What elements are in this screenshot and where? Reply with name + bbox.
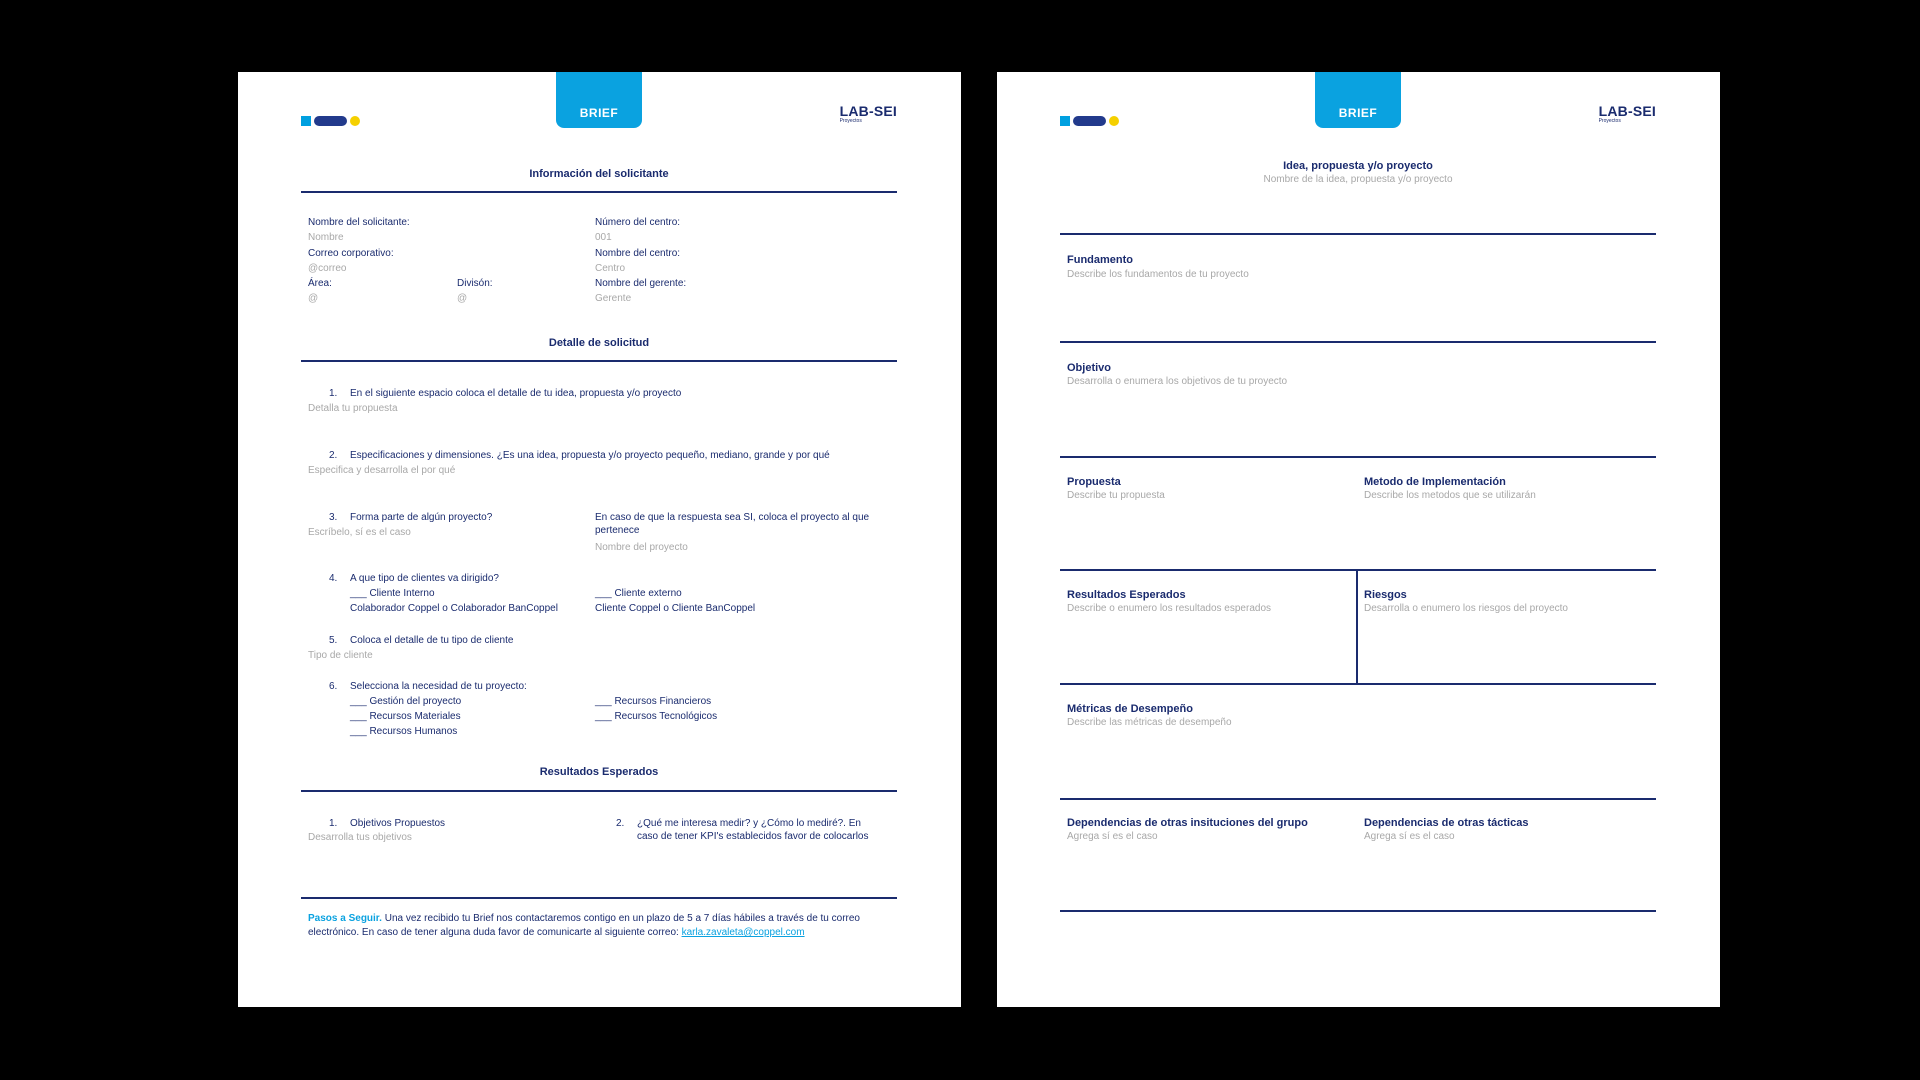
coppel-logo bbox=[1060, 116, 1120, 126]
center-name-field[interactable]: Centro bbox=[595, 263, 626, 274]
section-rule bbox=[1060, 456, 1656, 458]
resultados-field[interactable]: Describe o enumero los resultados esperados bbox=[1067, 603, 1271, 614]
brief-page-1 bbox=[238, 72, 961, 1007]
project-title-field[interactable]: Nombre de la idea, propuesta y/o proyecto bbox=[1263, 174, 1453, 185]
riesgos-heading: Riesgos bbox=[1364, 589, 1407, 601]
applicant-division-field[interactable]: @ bbox=[457, 293, 468, 304]
applicant-area-field[interactable]: @ bbox=[308, 293, 319, 304]
manager-name-label: Nombre del gerente: bbox=[595, 278, 687, 289]
resultados-heading: Resultados Esperados bbox=[1067, 589, 1186, 601]
q4-option-external[interactable]: ___ Cliente externo bbox=[595, 588, 682, 599]
manager-name-field[interactable]: Gerente bbox=[595, 293, 632, 304]
applicant-area-label: Área: bbox=[308, 278, 332, 289]
riesgos-field[interactable]: Desarrolla o enumero los riesgos del proyecto bbox=[1364, 603, 1568, 614]
section-rule bbox=[1060, 233, 1656, 235]
fundamento-field[interactable]: Describe los fundamentos de tu proyecto bbox=[1067, 269, 1249, 280]
q1-answer-field[interactable]: Detalla tu propuesta bbox=[308, 403, 398, 414]
brand-sub: Proyectos bbox=[1598, 118, 1621, 124]
dependencias-tacticas-heading: Dependencias de otras tácticas bbox=[1364, 817, 1529, 829]
q6-option-humanos[interactable]: ___ Recursos Humanos bbox=[350, 726, 458, 737]
q4-text: A que tipo de clientes va dirigido? bbox=[350, 573, 499, 584]
logo-square-icon bbox=[301, 116, 311, 126]
q6-text: Selecciona la necesidad de tu proyecto: bbox=[350, 681, 527, 692]
section-title-detail: Detalle de solicitud bbox=[548, 337, 650, 349]
dependencias-instituciones-heading: Dependencias de otras insituciones del grupo bbox=[1067, 817, 1308, 829]
center-number-field[interactable]: 001 bbox=[595, 232, 612, 243]
applicant-email-label: Correo corporativo: bbox=[308, 248, 394, 259]
q4-option-external-desc: Cliente Coppel o Cliente BanCoppel bbox=[595, 603, 756, 614]
section-rule bbox=[1060, 569, 1656, 571]
footer-lead: Pasos a Seguir. bbox=[308, 913, 382, 924]
metricas-field[interactable]: Describe las métricas de desempeño bbox=[1067, 717, 1232, 728]
r2-number: 2. bbox=[616, 818, 625, 829]
section-rule bbox=[301, 360, 897, 362]
metricas-heading: Métricas de Desempeño bbox=[1067, 703, 1193, 715]
q4-number: 4. bbox=[329, 573, 338, 584]
section-rule bbox=[1060, 798, 1656, 800]
q6-number: 6. bbox=[329, 681, 338, 692]
lab-sei-logo bbox=[840, 104, 897, 124]
q3-followup-field[interactable]: Nombre del proyecto bbox=[595, 542, 688, 553]
q2-text: Especificaciones y dimensiones. ¿Es una idea, propuesta y/o proyecto pequeño, mediano, grande y por qué bbox=[350, 450, 830, 461]
logo-dot-icon bbox=[1109, 116, 1119, 126]
applicant-name-label: Nombre del solicitante: bbox=[308, 217, 410, 228]
r2-text: ¿Qué me interesa medir? y ¿Cómo lo mediré?. En caso de tener KPI's establecidos favor de colocarlos bbox=[637, 818, 869, 842]
q4-option-internal-desc: Colaborador Coppel o Colaborador BanCoppel bbox=[350, 603, 558, 614]
center-number-label: Número del centro: bbox=[595, 217, 681, 228]
logo-dot-icon bbox=[350, 116, 360, 126]
logo-square-icon bbox=[1060, 116, 1070, 126]
q3-answer-field[interactable]: Escríbelo, sí es el caso bbox=[308, 527, 411, 538]
brief-page-2 bbox=[997, 72, 1720, 1007]
objetivo-heading: Objetivo bbox=[1067, 362, 1112, 374]
footer-rule bbox=[301, 897, 897, 899]
brand-sub: Proyectos bbox=[839, 118, 862, 124]
brand-name: LAB-SEI bbox=[1598, 103, 1656, 119]
section-rule bbox=[1060, 341, 1656, 343]
section-rule bbox=[301, 790, 897, 792]
applicant-email-field[interactable]: @correo bbox=[308, 263, 347, 274]
q2-answer-field[interactable]: Especifica y desarrolla el por qué bbox=[308, 465, 456, 476]
q6-option-financieros[interactable]: ___ Recursos Financieros bbox=[595, 696, 712, 707]
lab-sei-logo bbox=[1599, 104, 1656, 124]
logo-pill-icon bbox=[1073, 116, 1106, 126]
r1-number: 1. bbox=[329, 818, 338, 829]
logo-pill-icon bbox=[314, 116, 347, 126]
center-name-label: Nombre del centro: bbox=[595, 248, 681, 259]
q1-text: En el siguiente espacio coloca el detalle de tu idea, propuesta y/o proyecto bbox=[350, 388, 682, 399]
brand-name: LAB-SEI bbox=[839, 103, 897, 119]
section-rule bbox=[301, 191, 897, 193]
column-divider bbox=[1356, 569, 1358, 683]
q6-option-tecnologicos[interactable]: ___ Recursos Tecnológicos bbox=[595, 711, 718, 722]
propuesta-heading: Propuesta bbox=[1067, 476, 1121, 488]
propuesta-field[interactable]: Describe tu propuesta bbox=[1067, 490, 1165, 501]
r1-answer-field[interactable]: Desarrolla tus objetivos bbox=[308, 832, 412, 843]
dependencias-tacticas-field[interactable]: Agrega sí es el caso bbox=[1364, 831, 1455, 842]
q5-answer-field[interactable]: Tipo de cliente bbox=[308, 650, 373, 661]
q4-option-internal[interactable]: ___ Cliente Interno bbox=[350, 588, 435, 599]
q2-number: 2. bbox=[329, 450, 338, 461]
q1-number: 1. bbox=[329, 388, 338, 399]
q3-text: Forma parte de algún proyecto? bbox=[350, 512, 493, 523]
brief-tab: BRIEF bbox=[1315, 72, 1401, 128]
footer-next-steps bbox=[308, 912, 898, 940]
objetivo-field[interactable]: Desarrolla o enumera los objetivos de tu proyecto bbox=[1067, 376, 1288, 387]
r1-text: Objetivos Propuestos bbox=[350, 818, 446, 829]
brief-tab: BRIEF bbox=[556, 72, 642, 128]
applicant-division-label: Divisón: bbox=[457, 278, 493, 289]
project-title-label: Idea, propuesta y/o proyecto bbox=[1283, 160, 1433, 172]
q3-number: 3. bbox=[329, 512, 338, 523]
section-rule bbox=[1060, 683, 1656, 685]
metodo-field[interactable]: Describe los metodos que se utilizarán bbox=[1364, 490, 1536, 501]
q5-text: Coloca el detalle de tu tipo de cliente bbox=[350, 635, 514, 646]
q5-number: 5. bbox=[329, 635, 338, 646]
section-rule bbox=[1060, 910, 1656, 912]
q6-option-gestion[interactable]: ___ Gestión del proyecto bbox=[350, 696, 462, 707]
fundamento-heading: Fundamento bbox=[1067, 254, 1133, 266]
section-title-applicant: Información del solicitante bbox=[529, 168, 669, 180]
applicant-name-field[interactable]: Nombre bbox=[308, 232, 344, 243]
contact-email-link[interactable]: karla.zavaleta@coppel.com bbox=[681, 927, 805, 938]
section-title-results: Resultados Esperados bbox=[539, 766, 659, 778]
footer-body: Una vez recibido tu Brief nos contactaremos contigo en un plazo de 5 a 7 días hábiles a través de tu correo electrónico. En caso de tener alguna duda favor de comunicarte al siguiente correo: bbox=[308, 913, 860, 938]
q6-option-materiales[interactable]: ___ Recursos Materiales bbox=[350, 711, 461, 722]
metodo-heading: Metodo de Implementación bbox=[1364, 476, 1506, 488]
q3-followup-text: En caso de que la respuesta sea SI, coloca el proyecto al que pertenece bbox=[595, 512, 870, 536]
dependencias-instituciones-field[interactable]: Agrega sí es el caso bbox=[1067, 831, 1158, 842]
coppel-logo bbox=[301, 116, 361, 126]
